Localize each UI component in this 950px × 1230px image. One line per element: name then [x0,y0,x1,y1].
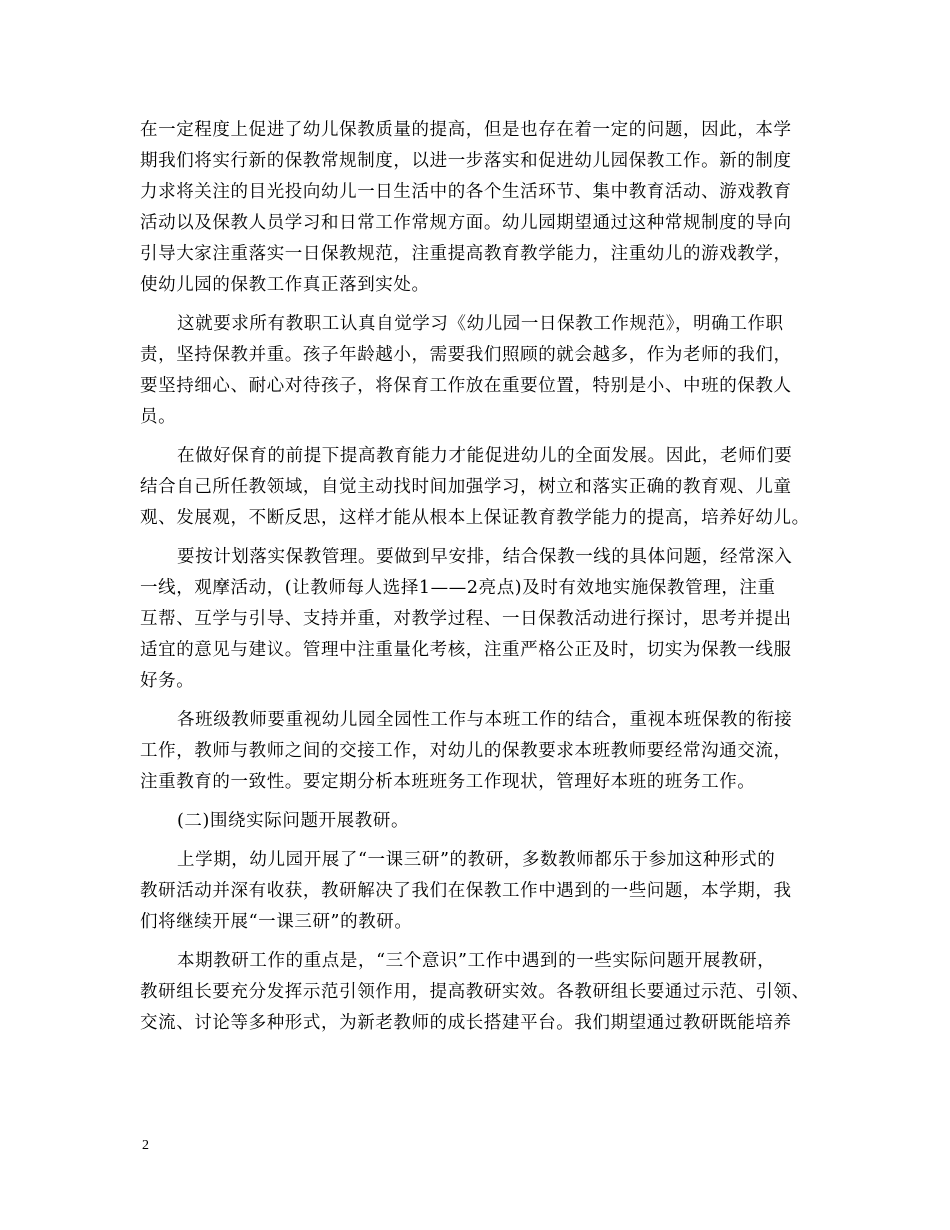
text-line: 责，坚持保教并重。孩子年龄越小，需要我们照顾的就会越多，作为老师的我们， [140,345,792,365]
text-line: 结合自己所任教领域，自觉主动找时间加强学习，树立和落实正确的教育观、儿童 [140,477,792,497]
paragraph [140,946,830,1039]
text-line: 员。 [140,407,177,427]
paragraph [140,845,830,938]
paragraph [140,542,830,697]
text-line: 在一定程度上促进了幼儿保教质量的提高，但是也存在着一定的问题，因此，本学 [140,120,792,140]
paragraph [140,115,830,301]
paragraph [140,705,830,798]
text-line: 交流、讨论等多种形式，为新老教师的成长搭建平台。我们期望通过教研既能培养 [140,1013,792,1033]
text-line: 注重教育的一致性。要定期分析本班班务工作现状，管理好本班的班务工作。 [140,772,756,792]
paragraph [140,309,830,433]
text-line: (二)围绕实际问题开展教研。 [177,811,410,831]
text-line: 各班级教师要重视幼儿园全园性工作与本班工作的结合，重视本班保教的衔接 [177,710,793,730]
text-line: 活动以及保教人员学习和日常工作常规方面。幼儿园期望通过这种常规制度的导向 [140,213,792,233]
text-line: 观、发展观，不断反思，这样才能从根本上保证教育教学能力的提高，培养好幼儿。 [140,508,810,528]
paragraph-spacer [140,837,830,845]
text-line: 期我们将实行新的保教常规制度，以进一步落实和促进幼儿园保教工作。新的制度 [140,151,792,171]
text-line: 本期教研工作的重点是，“三个意识”工作中遇到的一些实际问题开展教研， [177,951,776,971]
text-line: 力求将关注的目光投向幼儿一日生活中的各个生活环节、集中教育活动、游戏教育 [140,182,792,202]
text-line: 教研活动并深有收获，教研解决了我们在保教工作中遇到的一些问题，本学期，我 [140,881,792,901]
text-line: 使幼儿园的保教工作真正落到实处。 [140,275,430,295]
paragraph-spacer [140,301,830,309]
text-line: 要坚持细心、耐心对待孩子，将保育工作放在重要位置，特别是小、中班的保教人 [140,376,792,396]
paragraph-spacer [140,534,830,542]
paragraph-spacer [140,938,830,946]
page-number: 2 [142,1138,149,1153]
text-line: 上学期，幼儿园开展了“一课三研”的教研，多数教师都乐于参加这种形式的 [177,850,776,870]
text-line: 好务。 [140,671,195,691]
text-line: 引导大家注重落实一日保教规范，注重提高教育教学能力，注重幼儿的游戏教学， [140,244,792,264]
paragraph [140,806,830,837]
paragraph [140,441,830,534]
paragraph-spacer [140,433,830,441]
text-line: 要按计划落实保教管理。要做到早安排，结合保教一线的具体问题，经常深入 [177,547,793,567]
text-line: 在做好保育的前提下提高教育能力才能促进幼儿的全面发展。因此，老师们要 [177,446,793,466]
paragraph-spacer [140,697,830,705]
text-line: 一线，观摩活动，(让教师每人选择1——2亮点)及时有效地实施保教管理，注重 [140,578,776,598]
text-line: 们将继续开展“一课三研”的教研。 [140,912,413,932]
text-line: 互帮、互学与引导、支持并重，对教学过程、一日保教活动进行探讨，思考并提出 [140,609,792,629]
text-line: 教研组长要充分发挥示范引领作用，提高教研实效。各教研组长要通过示范、引领、 [140,982,810,1002]
text-line: 适宜的意见与建议。管理中注重量化考核，注重严格公正及时，切实为保教一线服 [140,640,792,660]
document-body [140,115,830,1039]
text-line: 工作，教师与教师之间的交接工作，对幼儿的保教要求本班教师要经常沟通交流， [140,741,792,761]
text-line: 这就要求所有教职工认真自觉学习《幼儿园一日保教工作规范》，明确工作职 [177,314,784,334]
paragraph-spacer [140,798,830,806]
